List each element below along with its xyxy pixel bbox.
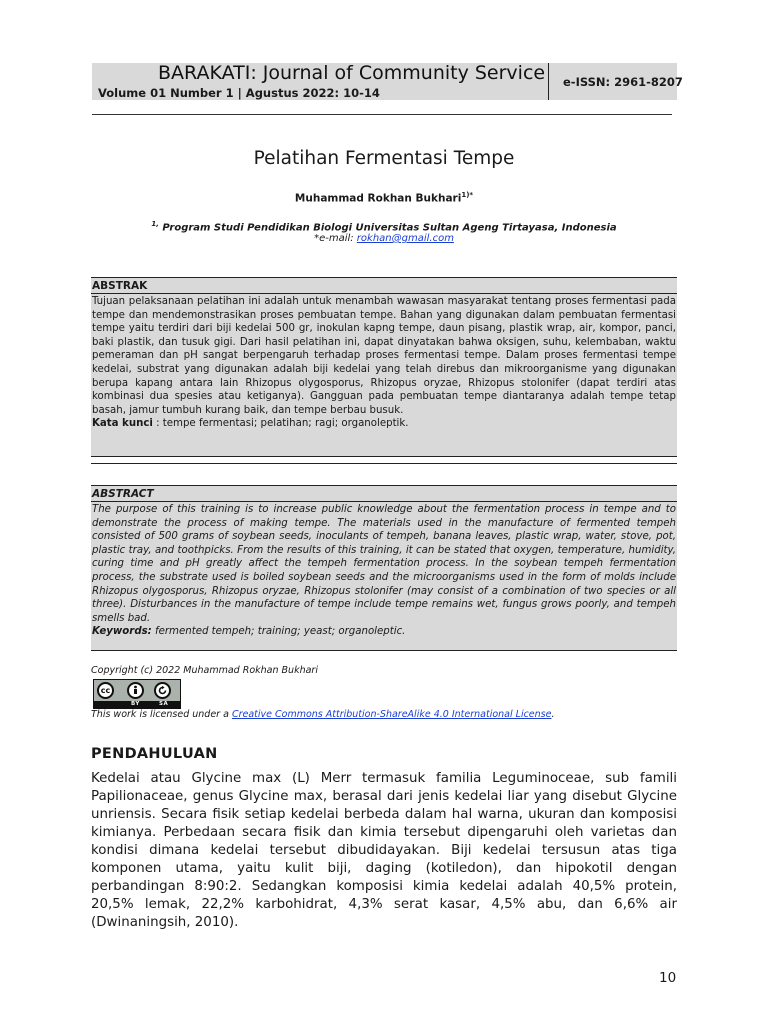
by-person-icon — [127, 682, 144, 699]
abstract-text: The purpose of this training is to increase public knowledge about the fermentation process in tempe and to demonstrate the process of making tempe. The materials used in the manufacture of fermented tempeh consisted of 500 grams of soybean seeds, inoculants of tempeh, banana leaves, plastic wrap, water, stove, pot, plastic tray, and toothpicks. From the results of this training, it can be stated that oxygen, temperature, humidity, curing time and pH greatly affect the tempeh fermentation process. In the soybean tempeh fermentation process, the substrate used is boiled soybean seeds and the microorganisms used in the form of molds include Rhizopus olygosporus, Rhizopus oryzae, Rhizopus stolonifer (may consist of a combination of two species or all three). Disturbances in the manufacture of tempe include tempe remains wet, fungus grows poorly, and tempeh smells bad. — [92, 504, 676, 624]
copyright-notice: Copyright (c) 2022 Muhammad Rokhan Bukhari — [91, 665, 318, 676]
issn: e-ISSN: 2961-8207 — [563, 75, 683, 89]
abstrak-keywords-text: : tempe fermentasi; pelatihan; ragi; organoleptik. — [152, 418, 409, 430]
abstract-keywords-label: Keywords: — [92, 626, 152, 638]
email-label: *e-mail: — [314, 233, 357, 244]
section-body-text: Kedelai atau Glycine max (L) Merr termasuk familia Leguminoceae, sub famili Papilionaceae, genus Glycine max, berasal dari jenis kedelai liar yang disebut Glycine unriensis. Secara fisik setiap kedelai berbeda dalam hal warna, ukuran dan komposisi kimianya. Perbedaan secara fisik dan kimia tersebut dipengaruhi oleh varietas dan kondisi dimana kedelai tersebut dibudidayakan. Biji kedelai tersusun atas tiga komponen utama, yaitu kulit biji, daging (kotiledon), dan hipokotil dengan perbandingan 8:90:2. Sedangkan komposisi kimia kedelai adalah 40,5% protein, 20,5% lemak, 22,2% karbohidrat, 4,3% serat kasar, 4,5% abu, dan 6,6% air (Dwinaningsih, 2010). — [91, 771, 677, 930]
page-number: 10 — [659, 970, 677, 986]
affiliation — [0, 220, 768, 233]
cc-license-badge[interactable] — [93, 679, 181, 709]
abstract-keywords-text: fermented tempeh; training; yeast; organoleptic. — [151, 626, 406, 638]
abstrak-box — [91, 277, 677, 457]
abstrak-keywords-label: Kata kunci — [92, 418, 153, 430]
abstrak-bottom-rule — [91, 463, 677, 464]
license-prefix: This work is licensed under a — [91, 709, 232, 720]
abstract-heading: ABSTRACT — [91, 486, 677, 502]
email-link[interactable]: rokhan@gmail.com — [356, 233, 454, 244]
abstrak-keywords — [91, 417, 677, 434]
paper-title: Pelatihan Fermentasi Tempe — [253, 148, 515, 169]
author-name: Muhammad Rokhan Bukhari — [294, 192, 462, 205]
license-suffix: . — [551, 709, 555, 720]
abstrak-text: Tujuan pelaksanaan pelatihan ini adalah untuk menambah wawasan masyarakat tentang proses fermentasi pada tempe dan mendemonstrasikan proses pembuatan tempe. Bahan yang digunakan dalam pembuatan fermentasi tempe yaitu terdiri dari biji kedelai 500 gr, inokulan kapng tempe, daun pisang, plastik wrap, air, kompor, panci, baki plastik, dan tusuk gigi. Dari hasil pelatihan ini, dapat dinyatakan bahwa oksigen, suhu, kelembaban, waktu pemeraman dan pH sangat berpengaruh terhadap proses fermentasi tempe. Dalam proses fermentasi tempe kedelai, substrat yang digunakan adalah biji kedelai yang telah direbus dan mikroorganisme yang digunakan berupa kapang antara lain Rhizopus olygosporus, Rhizopus oryzae, Rhizopus stolonifer (dapat terdiri atas kombinasi dua spesies atau ketiganya). Gangguan pada pembuatan tempe diantaranya adalah tempe tetap basah, jamur tumbuh kurang baik, dan tempe berbau busuk. — [92, 296, 676, 416]
share-glyph — [156, 684, 169, 697]
sa-share-icon — [154, 682, 171, 699]
author-superscript: 1)* — [461, 191, 474, 199]
abstract-keywords — [91, 625, 677, 642]
abstrak-heading: ABSTRAK — [91, 278, 677, 294]
license-link[interactable]: Creative Commons Attribution-ShareAlike 4.0 International License — [231, 709, 552, 720]
section-heading: PENDAHULUAN — [91, 746, 218, 762]
person-glyph — [129, 684, 142, 697]
license-line — [91, 709, 555, 720]
journal-title: BARAKATI: Journal of Community Service — [158, 62, 546, 84]
author-line — [0, 191, 768, 205]
header-divider — [548, 63, 549, 100]
sa-label: SA — [159, 701, 169, 707]
cc-icon: cc — [97, 682, 114, 699]
by-label: BY — [131, 701, 140, 707]
volume-info: Volume 01 Number 1 | Agustus 2022: 10-14 — [98, 86, 380, 100]
header-rule — [92, 114, 672, 115]
affiliation-superscript: 1, — [151, 220, 159, 228]
email-line — [0, 233, 768, 244]
affiliation-text: Program Studi Pendidikan Biologi Universitas Sultan Ageng Tirtayasa, Indonesia — [158, 222, 617, 234]
abstract-box — [91, 485, 677, 651]
